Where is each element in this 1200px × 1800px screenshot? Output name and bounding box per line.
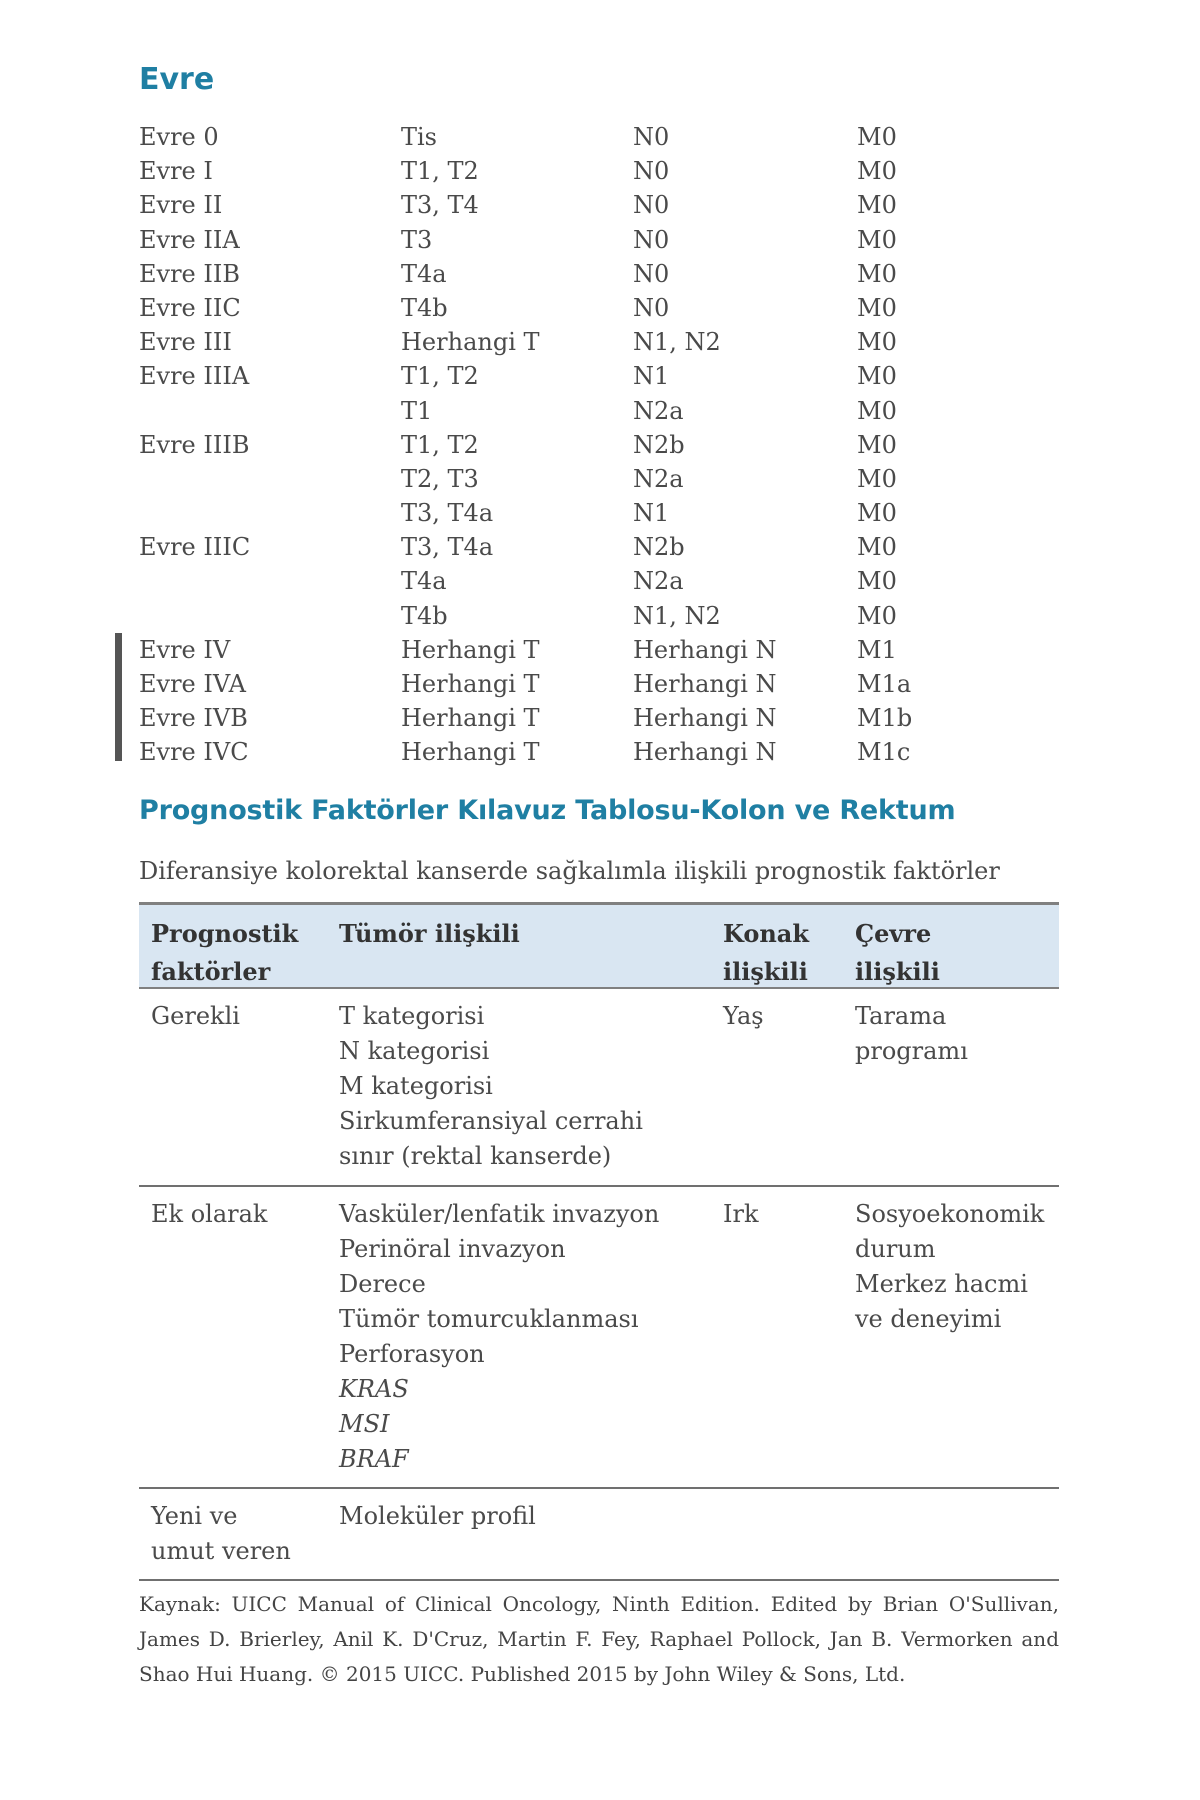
cell-line: programı xyxy=(855,1037,968,1065)
host-cell xyxy=(723,999,843,1034)
t-cell: Herhangi T xyxy=(401,738,540,767)
cell-line: M kategorisi xyxy=(339,1072,493,1100)
n-cell: N0 xyxy=(633,191,670,220)
host-cell xyxy=(723,1197,843,1232)
header-text: faktörler xyxy=(151,957,271,986)
prognostic-subtitle: Diferansiye kolorektal kanserde sağkalımla ilişkili prognostik faktörler xyxy=(139,857,1000,885)
n-cell: N2b xyxy=(633,430,685,459)
category-cell xyxy=(151,1197,321,1232)
prognostic-row xyxy=(139,989,1059,1187)
cell-line: Tümör tomurcuklanması xyxy=(339,1305,639,1333)
m-cell: M0 xyxy=(857,430,897,459)
t-cell: T4b xyxy=(401,601,448,630)
cell-line: Tarama xyxy=(855,1002,947,1030)
n-cell: N1 xyxy=(633,499,670,528)
m-cell: M0 xyxy=(857,601,897,630)
t-cell: Herhangi T xyxy=(401,704,540,733)
cell-line: Sirkumferansiyal cerrahi xyxy=(339,1107,643,1135)
stage-cell: Evre IIB xyxy=(139,259,240,288)
stage-heading: Evre xyxy=(139,62,215,97)
m-cell: M0 xyxy=(857,362,897,391)
header-environment-related xyxy=(855,915,1055,991)
t-cell: T1, T2 xyxy=(401,157,479,186)
m-cell: M1 xyxy=(857,635,897,664)
t-cell: T4b xyxy=(401,293,448,322)
cell-line: N kategorisi xyxy=(339,1037,490,1065)
m-cell: M1b xyxy=(857,704,913,733)
cell-line: ve deneyimi xyxy=(855,1305,1002,1333)
stage-cell: Evre IVB xyxy=(139,704,248,733)
cell-line: Yaş xyxy=(723,1002,764,1030)
cell-line: BRAF xyxy=(339,1445,409,1473)
m-cell: M0 xyxy=(857,499,897,528)
n-cell: N1, N2 xyxy=(633,601,721,630)
header-text: Çevre xyxy=(855,919,932,948)
t-cell: Herhangi T xyxy=(401,670,540,698)
n-cell: N0 xyxy=(633,123,670,151)
n-cell: Herhangi N xyxy=(633,738,777,767)
prognostic-row xyxy=(139,1489,1059,1581)
cell-line: Derece xyxy=(339,1270,426,1298)
prognostic-table-body xyxy=(139,989,1059,1581)
header-text: ilişkili xyxy=(855,957,940,986)
m-cell: M0 xyxy=(857,328,897,357)
cell-line: Moleküler profil xyxy=(339,1502,536,1530)
n-cell: N0 xyxy=(633,259,670,288)
stage-cell: Evre IIC xyxy=(139,293,241,322)
cell-line: Yeni ve xyxy=(151,1502,238,1530)
category-cell xyxy=(151,1499,321,1569)
n-cell: Herhangi N xyxy=(633,670,777,698)
header-prognostic-factors xyxy=(151,915,321,991)
cell-line: Merkez hacmi xyxy=(855,1270,1028,1298)
m-cell: M0 xyxy=(857,191,897,220)
prognostic-table xyxy=(139,902,1059,1581)
header-text: ilişkili xyxy=(723,957,808,986)
m-cell: M0 xyxy=(857,567,897,596)
t-cell: T4a xyxy=(401,259,447,288)
cell-line: umut veren xyxy=(151,1537,291,1565)
change-bar xyxy=(115,633,122,761)
header-text: Konak xyxy=(723,919,809,948)
t-cell: Herhangi T xyxy=(401,635,540,664)
n-cell: N1, N2 xyxy=(633,328,721,357)
category-cell xyxy=(151,999,321,1034)
n-cell: N2a xyxy=(633,396,684,425)
stage-cell: Evre II xyxy=(139,191,223,220)
m-cell: M0 xyxy=(857,225,897,254)
m-cell: M0 xyxy=(857,533,897,562)
m-cell: M0 xyxy=(857,259,897,288)
cell-line: durum xyxy=(855,1235,936,1263)
t-cell: T2, T3 xyxy=(401,464,479,493)
prognostic-table-header xyxy=(139,902,1059,989)
m-cell: M0 xyxy=(857,396,897,425)
n-cell: Herhangi N xyxy=(633,635,777,664)
t-cell: T4a xyxy=(401,567,447,596)
m-cell: M0 xyxy=(857,464,897,493)
n-cell: Herhangi N xyxy=(633,704,777,733)
t-cell: T1, T2 xyxy=(401,362,479,391)
n-cell: N0 xyxy=(633,225,670,254)
tumor-cell xyxy=(339,1499,709,1534)
stage-cell: Evre 0 xyxy=(139,123,219,151)
tumor-cell xyxy=(339,1197,709,1477)
source-note: Kaynak: UICC Manual of Clinical Oncology, Ninth Edition. Edited by Brian O'Sullivan, James D. Brierley, Anil K. D'Cruz, Martin F. Fey, Raphael Pollock, Jan B. Vermorken and Shao Hui Huang. © 2015 UICC. Published 2015 by John Wiley & Sons, Ltd. xyxy=(139,1592,1059,1686)
header-host-related xyxy=(723,915,843,991)
stage-cell: Evre I xyxy=(139,157,213,186)
t-cell: T3, T4 xyxy=(401,191,479,220)
header-text: Tümör ilişkili xyxy=(339,919,520,948)
t-cell: T1 xyxy=(401,396,433,425)
cell-line: Gerekli xyxy=(151,1002,240,1030)
t-cell: Herhangi T xyxy=(401,328,540,357)
m-cell: M0 xyxy=(857,157,897,186)
stage-cell: Evre IIIA xyxy=(139,362,250,391)
cell-line: Perinöral invazyon xyxy=(339,1235,566,1263)
cell-line: Vasküler/lenfatik invazyon xyxy=(339,1200,660,1228)
tumor-cell xyxy=(339,999,709,1174)
stage-cell: Evre IVA xyxy=(139,670,246,698)
t-cell: T1, T2 xyxy=(401,430,479,459)
header-text: Prognostik xyxy=(151,919,299,948)
stage-cell: Evre IIIC xyxy=(139,533,251,562)
stage-cell: Evre IIA xyxy=(139,225,240,254)
cell-line: Irk xyxy=(723,1200,759,1228)
m-cell: M0 xyxy=(857,293,897,322)
environment-cell xyxy=(855,999,1055,1069)
t-cell: T3, T4a xyxy=(401,533,494,562)
environment-cell xyxy=(855,1197,1055,1337)
n-cell: N2a xyxy=(633,464,684,493)
n-cell: N2a xyxy=(633,567,684,596)
n-cell: N1 xyxy=(633,362,670,391)
n-cell: N2b xyxy=(633,533,685,562)
n-cell: N0 xyxy=(633,293,670,322)
n-cell: N0 xyxy=(633,157,670,186)
m-cell: M1a xyxy=(857,670,912,698)
cell-line: Sosyoekonomik xyxy=(855,1200,1045,1228)
stage-cell: Evre III xyxy=(139,328,232,357)
m-cell: M1c xyxy=(857,738,911,767)
t-cell: T3, T4a xyxy=(401,499,494,528)
cell-line: KRAS xyxy=(339,1375,409,1403)
cell-line: MSI xyxy=(339,1410,390,1438)
cell-line: Ek olarak xyxy=(151,1200,268,1228)
header-tumor-related xyxy=(339,915,709,953)
stage-cell: Evre IIIB xyxy=(139,430,250,459)
m-cell: M0 xyxy=(857,123,897,151)
stage-cell: Evre IV xyxy=(139,635,231,664)
stage-cell: Evre IVC xyxy=(139,738,249,767)
t-cell: Tis xyxy=(401,123,437,151)
cell-line: Perforasyon xyxy=(339,1340,485,1368)
prognostic-row xyxy=(139,1187,1059,1489)
t-cell: T3 xyxy=(401,225,433,254)
prognostic-heading: Prognostik Faktörler Kılavuz Tablosu-Kolon ve Rektum xyxy=(139,795,956,826)
cell-line: T kategorisi xyxy=(339,1002,485,1030)
cell-line: sınır (rektal kanserde) xyxy=(339,1142,612,1170)
